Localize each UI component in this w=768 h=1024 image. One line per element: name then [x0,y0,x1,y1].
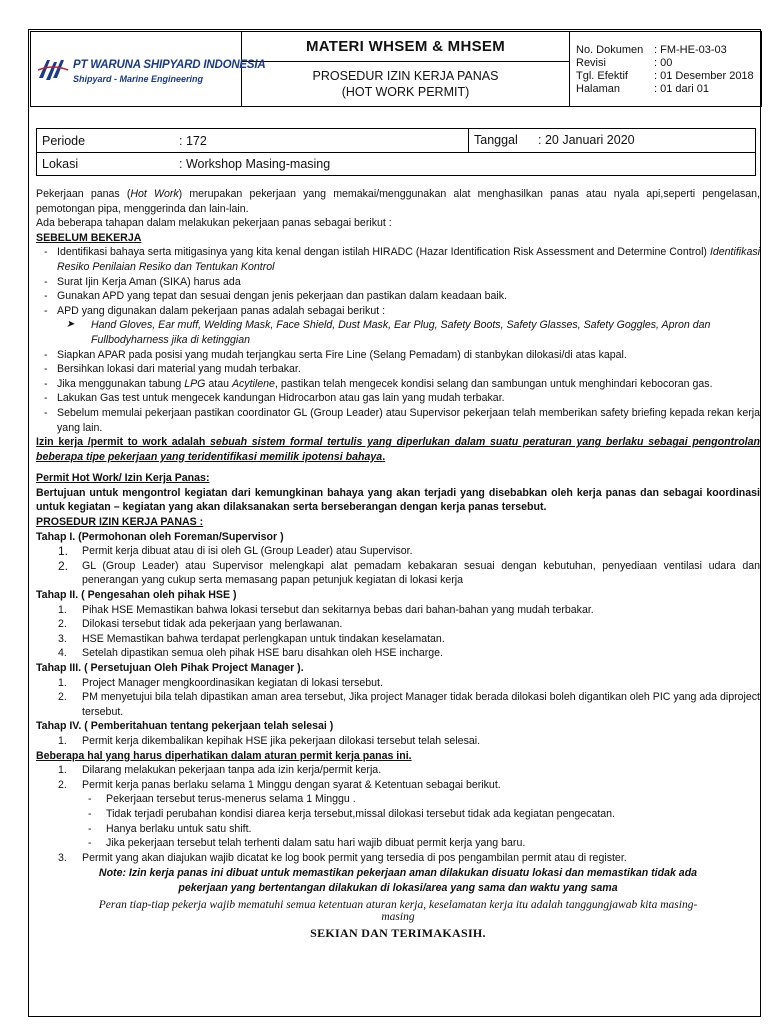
list-item: 3. Permit yang akan diajukan wajib dicatat ke log book permit yang tersedia di pos pengambilan permit atau di register. [58,851,627,864]
list-item: 1. Pihak HSE Memastikan bahwa lokasi tersebut dan sekitarnya bebas dari bahan-bahan yang mudah terbakar. [58,603,594,616]
list-item: 1. Dilarang melakukan pekerjaan tanpa ada izin kerja/permit kerja. [58,764,382,777]
list-item: 2. PM menyetujui bila telah dipastikan aman area tersebut, Jika project Manager tidak berada dilokasi boleh digantikan oleh PIC yang ada diproject tersebut. [58,691,760,718]
meta-revisi: Revisi : 00 [576,57,673,69]
document-body [36,187,760,941]
lokasi-label: Lokasi [42,156,79,171]
prosedur-heading: PROSEDUR IZIN KERJA PANAS : [36,516,204,529]
list-item: - Jika menggunakan tabung LPG atau Acytilene, pastikan telah mengecek kondisi selang dan sambungan untuk menghindari kebocoran gas. [36,377,760,392]
meta-tgl-efektif: Tgl. Efektif : 01 Desember 2018 [576,70,754,82]
closing-text: SEKIAN DAN TERIMAKASIH. [310,926,486,941]
info-row-periode [37,129,755,153]
peran-text: Peran tiap-tiap pekerja wajib mematuhi semua ketentuan aturan kerja, keselamatan kerja itu adalah tanggungjawab kita masing- masing [98,899,698,924]
document-meta [570,32,761,106]
list-item: - APD yang digunakan dalam pekerjaan panas adalah sebagai berikut : [36,304,760,319]
meta-doc-no: No. Dokumen : FM-HE-03-03 [576,44,727,56]
list-item: 1. Permit kerja dibuat atau di isi oleh GL (Group Leader) atau Supervisor. [58,544,413,559]
list-item: 2. Permit kerja panas berlaku selama 1 Minggu dengan syarat & Ketentuan sebagai berikut. [58,778,501,791]
list-item: - Gunakan APD yang tepat dan sesuai dengan jenis pekerjaan dan pastikan dalam keadaan baik. [36,289,760,304]
tahap-4-heading: Tahap IV. ( Pemberitahuan tentang pekerjaan telah selesai ) [36,720,334,733]
meta-halaman: Halaman : 01 dari 01 [576,83,710,95]
periode-label: Periode [42,133,86,148]
company-logo-icon [37,56,69,84]
list-item: 2. Dilokasi tersebut tidak ada pekerjaan yang berlawanan. [58,618,343,631]
permit-text: Bertujuan untuk mengontrol kegiatan dari kemungkinan bahaya yang akan terjadi yang disebabkan oleh kerja panas dan sebagai koordinasi untuk kegiatan – kegiatan yang akan dilaksanakan serta berseberangan dengan kerja panas tersebut. [36,486,760,514]
title-cell [242,32,570,106]
list-item: 2. GL (Group Leader) atau Supervisor melengkapi alat pemadam kebakaran sesuai dengan kebutuhan, penyediaan ventilasi udara dan penerangan yang cukup serta memasang papan petunjuk kegiatan di lokasi kerja [58,558,760,587]
list-item: 1. Permit kerja dikembalikan kepihak HSE jika pekerjaan dilokasi tersebut telah selesai. [58,734,481,747]
sub-list-item: - Tidak terjadi perubahan kondisi diarea kerja tersebut,missal dilokasi tersebut tidak ada kegiatan pengecatan. [36,807,760,822]
list-item: 3. HSE Memastikan bahwa terdapat perlengkapan untuk tindakan keselamatan. [58,632,445,645]
company-tagline: Shipyard - Marine Engineering [73,74,204,84]
tahap-2-heading: Tahap II. ( Pengesahan oleh pihak HSE ) [36,589,237,602]
info-table [36,128,756,176]
document-header [30,31,762,107]
lokasi-value: : Workshop Masing-masing [179,156,331,171]
sub-list-item: - Hanya berlaku untuk satu shift. [36,822,760,837]
sub-list-item: - Jika pekerjaan tersebut telah terhenti dalam satu hari wajib dibuat permit kerja yang baru. [36,836,760,851]
company-logo-cell [31,32,266,106]
tanggal-label: Tanggal [474,133,518,147]
list-item: 1. Project Manager mengkoordinasikan kegiatan di lokasi tersebut. [58,676,383,689]
tanggal-cell [468,129,757,152]
list-item: - Surat Ijin Kerja Aman (SIKA) harus ada [36,275,760,290]
document-title: MATERI WHSEM & MHSEM [242,32,569,62]
periode-value: : 172 [179,133,207,148]
note-text: Note: Izin kerja panas ini dibuat untuk memastikan pekerjaan aman dilakukan disuatu lokasi dan memastikan tidak ada pekerjaan yang bertentangan dilakukan di lokasi/area yang sama dan waktu yang sama [98,867,698,895]
tanggal-value: : 20 Januari 2020 [538,133,635,147]
list-item: - Bersihkan lokasi dari material yang mudah terbakar. [36,362,760,377]
info-row-lokasi [37,152,755,175]
list-item: - Sebelum memulai pekerjaan pastikan coordinator GL (Group Leader) atau Supervisor pekerjaan telah memberikan safety briefing kepada rekan kerja yang lain. [36,406,760,435]
tahap-3-heading: Tahap III. ( Persetujuan Oleh Pihak Project Manager ). [36,662,304,674]
beberapa-hal-heading: Beberapa hal yang harus diperhatikan dalam aturan permit kerja panas ini. [36,749,412,762]
permit-heading: Permit Hot Work/ Izin Kerja Panas: [36,472,210,485]
subtitle-line-2: (HOT WORK PERMIT) [341,85,470,99]
arrow-bullet-icon: ➤ [66,319,75,331]
intro-paragraph: Pekerjaan panas (Hot Work) merupakan pekerjaan yang memakai/menggunakan alat menghasilkan panas atau nyala api,seperti pengelasan, pemotongan pipa, menggerinda dan lain-lain. [36,188,760,215]
list-item: - Siapkan APAR pada posisi yang mudah terjangkau serta Fire Line (Selang Pemadam) di stanbykan dilokasi/di atas kapal. [36,348,760,363]
izin-kerja-definition: Izin kerja /permit to work adalah sebuah sistem formal tertulis yang diperlukan dalam suatu peraturan yang berlaku sebagai pengontrolan beberapa tipe pekerjaan yang teridentifikasi memilik ipotensi bahaya. [36,436,760,463]
list-item: - Identifikasi bahaya serta mitigasinya yang kita kenal dengan istilah HIRADC (Hazar Identification Risk Assessment and Determine Control) Identifikasi Resiko Penilaian Resiko dan Tentukan Kontrol [36,245,760,274]
tahap-1-heading: Tahap I. (Permohonan oleh Foreman/Supervisor ) [36,530,284,543]
list-item: 4. Setelah dipastikan semua oleh pihak HSE baru disahkan oleh HSE incharge. [58,647,443,660]
subtitle-line-1: PROSEDUR IZIN KERJA PANAS [312,69,499,83]
sub-list-item: - Pekerjaan tersebut terus-menerus selama 1 Minggu . [36,792,760,807]
document-subtitle [242,62,569,106]
list-item: - Lakukan Gas test untuk mengecek kandungan Hidrocarbon atau gas lain yang mudah terbakar. [36,391,760,406]
company-name: PT WARUNA SHIPYARD INDONESIA [73,59,266,71]
sebelum-bekerja-heading: SEBELUM BEKERJA [36,231,142,244]
intro-line-2: Ada beberapa tahapan dalam melakukan pekerjaan panas sebagai berikut : [36,217,392,230]
apd-list-item: ➤ Hand Gloves, Ear muff, Welding Mask, Face Shield, Dust Mask, Ear Plug, Safety Boots, Safety Glasses, Safety Goggles, Apron dan Fullbodyharness jika di ketinggian [66,319,711,346]
